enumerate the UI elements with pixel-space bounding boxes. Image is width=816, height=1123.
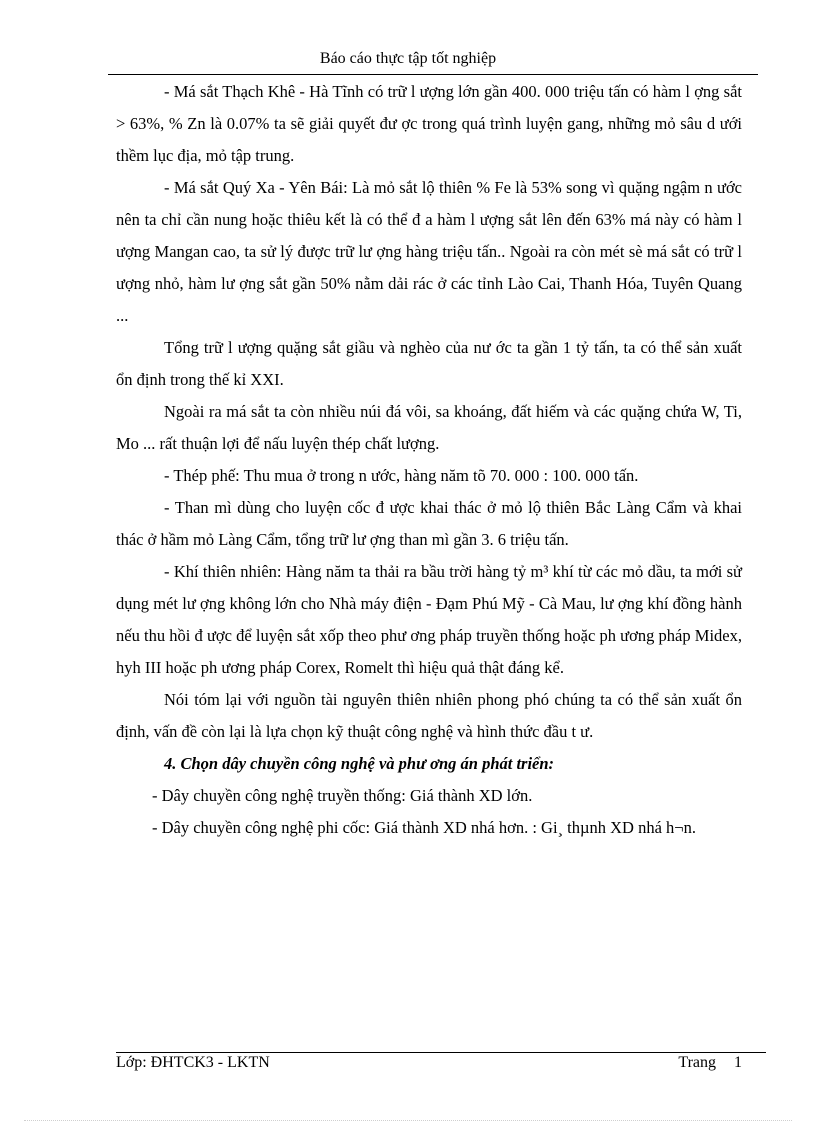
paragraph-quy-xa: - Má sắt Quý Xa - Yên Bái: Là mỏ sắt lộ thiên % Fe là 53% song vì quặng ngậm n ước nên ta chỉ cần nung hoặc thiêu kết là có thể đ a hàm l ượng sắt lên đến 63% má này có hàm l ượng Mangan cao, ta sử lý được trữ lư ợng hàng triệu tấn.. Ngoài ra còn mét sè má sắt có trữ l ượng nhỏ, hàm lư ợng sắt gần 50% nằm dải rác ở các tỉnh Lào Cai, Thanh Hóa, Tuyên Quang ... — [116, 178, 742, 325]
footer-rule — [116, 1052, 766, 1053]
paragraph-non-coke-line: - Dây chuyền công nghệ phi cốc: Giá thành XD nhá hơn. : Gi¸ thµnh XD nhá h¬n. — [152, 818, 696, 837]
paragraph-other-minerals: Ngoài ra má sắt ta còn nhiều núi đá vôi, sa khoáng, đất hiếm và các quặng chứa W, Ti, Mo ... rất thuận lợi để nấu luyện thép chất lượng. — [116, 402, 742, 453]
paragraph-coal: - Than mì dùng cho luyện cốc đ ược khai thác ở mỏ lộ thiên Bắc Làng Cẩm và khai thác ở hầm mỏ Làng Cẩm, tổng trữ lư ợng than mì gần 3. 6 triệu tấn. — [116, 498, 742, 549]
page-indicator — [664, 1054, 742, 1072]
page-number: 1 — [734, 1054, 742, 1071]
class-label: Lớp: ĐHTCK3 - LKTN — [116, 1054, 270, 1071]
paragraph-natural-gas: - Khí thiên nhiên: Hàng năm ta thải ra bầu trời hàng tỷ m³ khí từ các mỏ dầu, ta mới sử dụng mét lư ợng không lớn cho Nhà máy điện - Đạm Phú Mỹ - Cà Mau, lư ợng khí đồng hành nếu thu hồi đ ược để luyện sắt xốp theo phư ơng pháp truyền thống hoặc ph ương pháp Midex, hyh III hoặc ph ương pháp Corex, Romelt thì hiệu quả thật đáng kể. — [116, 562, 742, 677]
page-label: Trang — [678, 1054, 716, 1071]
page-bottom-dotted-line — [24, 1120, 792, 1121]
paragraph-thach-khe: - Má sắt Thạch Khê - Hà Tĩnh có trữ l ượng lớn gần 400. 000 triệu tấn có hàm l ợng sắt > 63%, % Zn là 0.07% ta sẽ giải quyết đư ợc trong quá trình luyện gang, những mỏ sâu d ưới thềm lục địa, mỏ tập trung. — [116, 82, 742, 165]
page-header: Báo cáo thực tập tốt nghiệp — [319, 50, 497, 67]
header-rule — [108, 74, 758, 75]
page-footer — [116, 1054, 742, 1072]
paragraph-traditional-line: - Dây chuyền công nghệ truyền thống: Giá thành XD lớn. — [152, 786, 533, 805]
paragraph-conclusion: Nói tóm lại với nguồn tài nguyên thiên nhiên phong phó chúng ta có thể sản xuất ổn định, vấn đề còn lại là lựa chọn kỹ thuật công nghệ và hình thức đầu t ư. — [116, 690, 742, 741]
paragraph-total-reserves: Tổng trữ l ượng quặng sắt giầu và nghèo của nư ớc ta gần 1 tỷ tấn, ta có thể sản xuất ổn định trong thế kỉ XXI. — [116, 338, 742, 389]
paragraph-scrap-steel: - Thép phế: Thu mua ở trong n ước, hàng năm tõ 70. 000 : 100. 000 tấn. — [164, 466, 639, 485]
section-heading: 4. Chọn dây chuyền công nghệ và phư ơng án phát triển: — [164, 754, 555, 773]
document-body — [116, 76, 742, 844]
